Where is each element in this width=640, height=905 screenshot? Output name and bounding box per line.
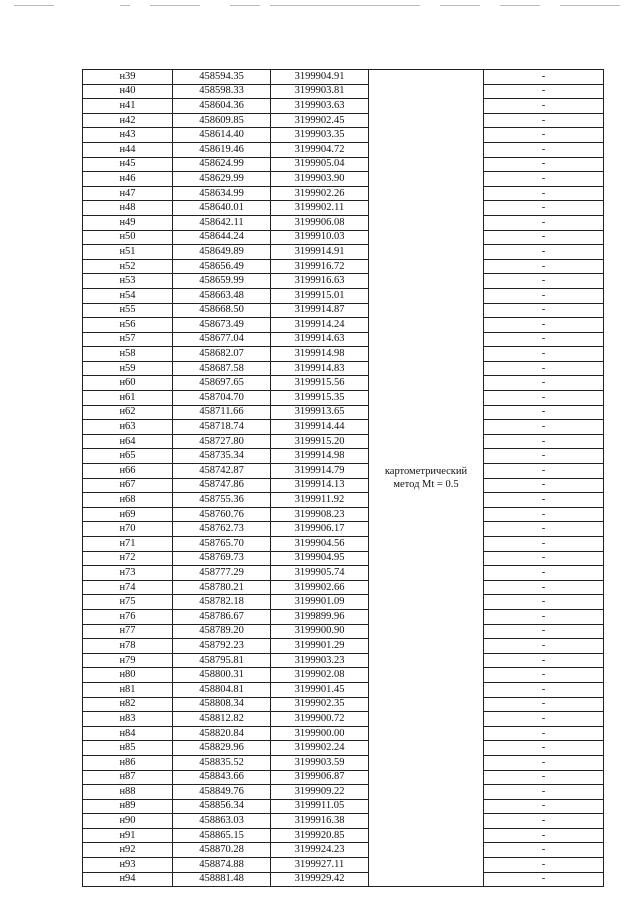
note-cell: - [484, 259, 604, 274]
note-cell: - [484, 478, 604, 493]
table-row [83, 682, 604, 697]
note-cell: - [484, 99, 604, 114]
x-coordinate-cell: 458624.99 [173, 157, 271, 172]
table-row [83, 215, 604, 230]
x-coordinate-cell: 458640.01 [173, 201, 271, 216]
point-id-cell: н51 [83, 245, 173, 260]
point-id-cell: н44 [83, 142, 173, 157]
note-cell: - [484, 609, 604, 624]
point-id-cell: н93 [83, 858, 173, 873]
x-coordinate-cell: 458765.70 [173, 537, 271, 552]
note-cell: - [484, 157, 604, 172]
x-coordinate-cell: 458780.21 [173, 580, 271, 595]
table-row [83, 785, 604, 800]
point-id-cell: н75 [83, 595, 173, 610]
coordinates-table [82, 69, 604, 887]
note-cell: - [484, 726, 604, 741]
x-coordinate-cell: 458829.96 [173, 741, 271, 756]
x-coordinate-cell: 458687.58 [173, 361, 271, 376]
point-id-cell: н54 [83, 288, 173, 303]
point-id-cell: н61 [83, 391, 173, 406]
x-coordinate-cell: 458594.35 [173, 70, 271, 85]
note-cell: - [484, 507, 604, 522]
y-coordinate-cell: 3199901.45 [271, 682, 369, 697]
y-coordinate-cell: 3199916.63 [271, 274, 369, 289]
x-coordinate-cell: 458808.34 [173, 697, 271, 712]
x-coordinate-cell: 458789.20 [173, 624, 271, 639]
point-id-cell: н64 [83, 434, 173, 449]
note-cell: - [484, 128, 604, 143]
x-coordinate-cell: 458820.84 [173, 726, 271, 741]
y-coordinate-cell: 3199903.90 [271, 172, 369, 187]
point-id-cell: н76 [83, 609, 173, 624]
y-coordinate-cell: 3199903.63 [271, 99, 369, 114]
y-coordinate-cell: 3199903.35 [271, 128, 369, 143]
x-coordinate-cell: 458718.74 [173, 420, 271, 435]
point-id-cell: н83 [83, 712, 173, 727]
x-coordinate-cell: 458849.76 [173, 785, 271, 800]
table-row [83, 259, 604, 274]
x-coordinate-cell: 458762.73 [173, 522, 271, 537]
x-coordinate-cell: 458795.81 [173, 653, 271, 668]
x-coordinate-cell: 458727.80 [173, 434, 271, 449]
y-coordinate-cell: 3199914.44 [271, 420, 369, 435]
point-id-cell: н78 [83, 639, 173, 654]
note-cell: - [484, 449, 604, 464]
table-row [83, 434, 604, 449]
note-cell: - [484, 391, 604, 406]
x-coordinate-cell: 458835.52 [173, 755, 271, 770]
table-row [83, 551, 604, 566]
y-coordinate-cell: 3199904.91 [271, 70, 369, 85]
y-coordinate-cell: 3199914.87 [271, 303, 369, 318]
y-coordinate-cell: 3199901.29 [271, 639, 369, 654]
point-id-cell: н58 [83, 347, 173, 362]
x-coordinate-cell: 458786.67 [173, 609, 271, 624]
note-cell: - [484, 201, 604, 216]
table-row [83, 274, 604, 289]
table-row [83, 478, 604, 493]
y-coordinate-cell: 3199904.72 [271, 142, 369, 157]
x-coordinate-cell: 458677.04 [173, 332, 271, 347]
note-cell: - [484, 230, 604, 245]
y-coordinate-cell: 3199916.38 [271, 814, 369, 829]
note-cell: - [484, 493, 604, 508]
point-id-cell: н57 [83, 332, 173, 347]
table-row [83, 347, 604, 362]
point-id-cell: н65 [83, 449, 173, 464]
y-coordinate-cell: 3199915.35 [271, 391, 369, 406]
y-coordinate-cell: 3199911.92 [271, 493, 369, 508]
y-coordinate-cell: 3199899.96 [271, 609, 369, 624]
table-row [83, 843, 604, 858]
point-id-cell: н45 [83, 157, 173, 172]
note-cell: - [484, 814, 604, 829]
y-coordinate-cell: 3199906.87 [271, 770, 369, 785]
note-cell: - [484, 70, 604, 85]
table-row [83, 361, 604, 376]
x-coordinate-cell: 458804.81 [173, 682, 271, 697]
point-id-cell: н68 [83, 493, 173, 508]
y-coordinate-cell: 3199915.56 [271, 376, 369, 391]
point-id-cell: н80 [83, 668, 173, 683]
coordinates-table-body [83, 70, 604, 887]
x-coordinate-cell: 458649.89 [173, 245, 271, 260]
x-coordinate-cell: 458800.31 [173, 668, 271, 683]
x-coordinate-cell: 458843.66 [173, 770, 271, 785]
note-cell: - [484, 712, 604, 727]
note-cell: - [484, 142, 604, 157]
note-cell: - [484, 741, 604, 756]
x-coordinate-cell: 458614.40 [173, 128, 271, 143]
note-cell: - [484, 580, 604, 595]
method-label: картометрический метод Mt = 0.5 [384, 466, 468, 491]
point-id-cell: н67 [83, 478, 173, 493]
point-id-cell: н86 [83, 755, 173, 770]
table-row [83, 376, 604, 391]
table-row [83, 84, 604, 99]
x-coordinate-cell: 458704.70 [173, 391, 271, 406]
table-row [83, 609, 604, 624]
y-coordinate-cell: 3199902.11 [271, 201, 369, 216]
x-coordinate-cell: 458782.18 [173, 595, 271, 610]
note-cell: - [484, 376, 604, 391]
note-cell: - [484, 274, 604, 289]
y-coordinate-cell: 3199902.08 [271, 668, 369, 683]
y-coordinate-cell: 3199929.42 [271, 872, 369, 887]
point-id-cell: н89 [83, 799, 173, 814]
x-coordinate-cell: 458747.86 [173, 478, 271, 493]
x-coordinate-cell: 458663.48 [173, 288, 271, 303]
note-cell: - [484, 303, 604, 318]
table-row [83, 420, 604, 435]
x-coordinate-cell: 458604.36 [173, 99, 271, 114]
y-coordinate-cell: 3199927.11 [271, 858, 369, 873]
x-coordinate-cell: 458865.15 [173, 828, 271, 843]
point-id-cell: н90 [83, 814, 173, 829]
x-coordinate-cell: 458711.66 [173, 405, 271, 420]
table-row [83, 566, 604, 581]
note-cell: - [484, 785, 604, 800]
table-row [83, 230, 604, 245]
x-coordinate-cell: 458659.99 [173, 274, 271, 289]
x-coordinate-cell: 458874.88 [173, 858, 271, 873]
x-coordinate-cell: 458656.49 [173, 259, 271, 274]
note-cell: - [484, 113, 604, 128]
note-cell: - [484, 858, 604, 873]
table-row [83, 697, 604, 712]
table-row [83, 391, 604, 406]
y-coordinate-cell: 3199920.85 [271, 828, 369, 843]
x-coordinate-cell: 458644.24 [173, 230, 271, 245]
table-row [83, 595, 604, 610]
y-coordinate-cell: 3199915.01 [271, 288, 369, 303]
y-coordinate-cell: 3199902.35 [271, 697, 369, 712]
y-coordinate-cell: 3199914.91 [271, 245, 369, 260]
table-row [83, 580, 604, 595]
table-row [83, 332, 604, 347]
note-cell: - [484, 872, 604, 887]
point-id-cell: н88 [83, 785, 173, 800]
point-id-cell: н50 [83, 230, 173, 245]
point-id-cell: н41 [83, 99, 173, 114]
x-coordinate-cell: 458619.46 [173, 142, 271, 157]
table-row [83, 770, 604, 785]
y-coordinate-cell: 3199902.66 [271, 580, 369, 595]
note-cell: - [484, 799, 604, 814]
y-coordinate-cell: 3199914.13 [271, 478, 369, 493]
point-id-cell: н79 [83, 653, 173, 668]
point-id-cell: н70 [83, 522, 173, 537]
table-row [83, 668, 604, 683]
x-coordinate-cell: 458755.36 [173, 493, 271, 508]
table-row [83, 726, 604, 741]
table-row [83, 755, 604, 770]
table-row [83, 142, 604, 157]
point-id-cell: н74 [83, 580, 173, 595]
table-row [83, 99, 604, 114]
point-id-cell: н94 [83, 872, 173, 887]
y-coordinate-cell: 3199902.45 [271, 113, 369, 128]
note-cell: - [484, 537, 604, 552]
note-cell: - [484, 172, 604, 187]
table-row [83, 449, 604, 464]
table-row [83, 128, 604, 143]
x-coordinate-cell: 458881.48 [173, 872, 271, 887]
y-coordinate-cell: 3199904.95 [271, 551, 369, 566]
note-cell: - [484, 464, 604, 479]
point-id-cell: н60 [83, 376, 173, 391]
table-row [83, 828, 604, 843]
point-id-cell: н72 [83, 551, 173, 566]
note-cell: - [484, 566, 604, 581]
point-id-cell: н49 [83, 215, 173, 230]
point-id-cell: н73 [83, 566, 173, 581]
note-cell: - [484, 332, 604, 347]
point-id-cell: н81 [83, 682, 173, 697]
note-cell: - [484, 551, 604, 566]
table-row [83, 858, 604, 873]
y-coordinate-cell: 3199914.79 [271, 464, 369, 479]
table-row [83, 288, 604, 303]
table-row [83, 245, 604, 260]
y-coordinate-cell: 3199904.56 [271, 537, 369, 552]
x-coordinate-cell: 458863.03 [173, 814, 271, 829]
y-coordinate-cell: 3199924.23 [271, 843, 369, 858]
point-id-cell: н52 [83, 259, 173, 274]
x-coordinate-cell: 458682.07 [173, 347, 271, 362]
x-coordinate-cell: 458856.34 [173, 799, 271, 814]
y-coordinate-cell: 3199914.98 [271, 449, 369, 464]
note-cell: - [484, 318, 604, 333]
x-coordinate-cell: 458742.87 [173, 464, 271, 479]
point-id-cell: н59 [83, 361, 173, 376]
x-coordinate-cell: 458634.99 [173, 186, 271, 201]
point-id-cell: н84 [83, 726, 173, 741]
x-coordinate-cell: 458668.50 [173, 303, 271, 318]
table-row [83, 157, 604, 172]
x-coordinate-cell: 458760.76 [173, 507, 271, 522]
table-row [83, 70, 604, 85]
table-row [83, 186, 604, 201]
note-cell: - [484, 595, 604, 610]
point-id-cell: н77 [83, 624, 173, 639]
y-coordinate-cell: 3199900.72 [271, 712, 369, 727]
x-coordinate-cell: 458769.73 [173, 551, 271, 566]
point-id-cell: н48 [83, 201, 173, 216]
y-coordinate-cell: 3199906.17 [271, 522, 369, 537]
x-coordinate-cell: 458598.33 [173, 84, 271, 99]
note-cell: - [484, 624, 604, 639]
x-coordinate-cell: 458777.29 [173, 566, 271, 581]
y-coordinate-cell: 3199908.23 [271, 507, 369, 522]
note-cell: - [484, 420, 604, 435]
y-coordinate-cell: 3199909.22 [271, 785, 369, 800]
note-cell: - [484, 186, 604, 201]
point-id-cell: н46 [83, 172, 173, 187]
point-id-cell: н40 [83, 84, 173, 99]
table-row [83, 522, 604, 537]
y-coordinate-cell: 3199906.08 [271, 215, 369, 230]
note-cell: - [484, 653, 604, 668]
y-coordinate-cell: 3199902.24 [271, 741, 369, 756]
table-row [83, 872, 604, 887]
x-coordinate-cell: 458792.23 [173, 639, 271, 654]
point-id-cell: н91 [83, 828, 173, 843]
point-id-cell: н53 [83, 274, 173, 289]
x-coordinate-cell: 458673.49 [173, 318, 271, 333]
y-coordinate-cell: 3199902.26 [271, 186, 369, 201]
note-cell: - [484, 215, 604, 230]
x-coordinate-cell: 458870.28 [173, 843, 271, 858]
table-row [83, 303, 604, 318]
y-coordinate-cell: 3199903.81 [271, 84, 369, 99]
y-coordinate-cell: 3199903.59 [271, 755, 369, 770]
point-id-cell: н39 [83, 70, 173, 85]
y-coordinate-cell: 3199913.65 [271, 405, 369, 420]
point-id-cell: н92 [83, 843, 173, 858]
table-row [83, 405, 604, 420]
point-id-cell: н42 [83, 113, 173, 128]
y-coordinate-cell: 3199914.24 [271, 318, 369, 333]
point-id-cell: н71 [83, 537, 173, 552]
point-id-cell: н56 [83, 318, 173, 333]
point-id-cell: н69 [83, 507, 173, 522]
note-cell: - [484, 682, 604, 697]
method-cell [369, 70, 484, 887]
note-cell: - [484, 755, 604, 770]
note-cell: - [484, 347, 604, 362]
point-id-cell: н55 [83, 303, 173, 318]
table-row [83, 172, 604, 187]
note-cell: - [484, 697, 604, 712]
y-coordinate-cell: 3199905.04 [271, 157, 369, 172]
table-row [83, 814, 604, 829]
y-coordinate-cell: 3199905.74 [271, 566, 369, 581]
note-cell: - [484, 843, 604, 858]
note-cell: - [484, 828, 604, 843]
note-cell: - [484, 405, 604, 420]
table-row [83, 639, 604, 654]
y-coordinate-cell: 3199903.23 [271, 653, 369, 668]
y-coordinate-cell: 3199911.05 [271, 799, 369, 814]
note-cell: - [484, 361, 604, 376]
point-id-cell: н43 [83, 128, 173, 143]
note-cell: - [484, 245, 604, 260]
y-coordinate-cell: 3199910.03 [271, 230, 369, 245]
table-row [83, 741, 604, 756]
point-id-cell: н47 [83, 186, 173, 201]
note-cell: - [484, 288, 604, 303]
x-coordinate-cell: 458642.11 [173, 215, 271, 230]
note-cell: - [484, 522, 604, 537]
table-row [83, 799, 604, 814]
x-coordinate-cell: 458812.82 [173, 712, 271, 727]
table-row [83, 653, 604, 668]
scan-artifact-line [0, 0, 640, 12]
point-id-cell: н63 [83, 420, 173, 435]
y-coordinate-cell: 3199914.98 [271, 347, 369, 362]
note-cell: - [484, 84, 604, 99]
note-cell: - [484, 639, 604, 654]
table-row [83, 201, 604, 216]
point-id-cell: н66 [83, 464, 173, 479]
x-coordinate-cell: 458629.99 [173, 172, 271, 187]
point-id-cell: н85 [83, 741, 173, 756]
point-id-cell: н62 [83, 405, 173, 420]
table-row [83, 464, 604, 479]
table-row [83, 318, 604, 333]
y-coordinate-cell: 3199915.20 [271, 434, 369, 449]
table-row [83, 493, 604, 508]
y-coordinate-cell: 3199901.09 [271, 595, 369, 610]
y-coordinate-cell: 3199914.83 [271, 361, 369, 376]
x-coordinate-cell: 458697.65 [173, 376, 271, 391]
table-row [83, 624, 604, 639]
point-id-cell: н87 [83, 770, 173, 785]
note-cell: - [484, 434, 604, 449]
table-row [83, 113, 604, 128]
y-coordinate-cell: 3199900.00 [271, 726, 369, 741]
y-coordinate-cell: 3199914.63 [271, 332, 369, 347]
note-cell: - [484, 668, 604, 683]
table-row [83, 537, 604, 552]
point-id-cell: н82 [83, 697, 173, 712]
x-coordinate-cell: 458609.85 [173, 113, 271, 128]
table-row [83, 712, 604, 727]
y-coordinate-cell: 3199900.90 [271, 624, 369, 639]
table-row [83, 507, 604, 522]
y-coordinate-cell: 3199916.72 [271, 259, 369, 274]
x-coordinate-cell: 458735.34 [173, 449, 271, 464]
note-cell: - [484, 770, 604, 785]
